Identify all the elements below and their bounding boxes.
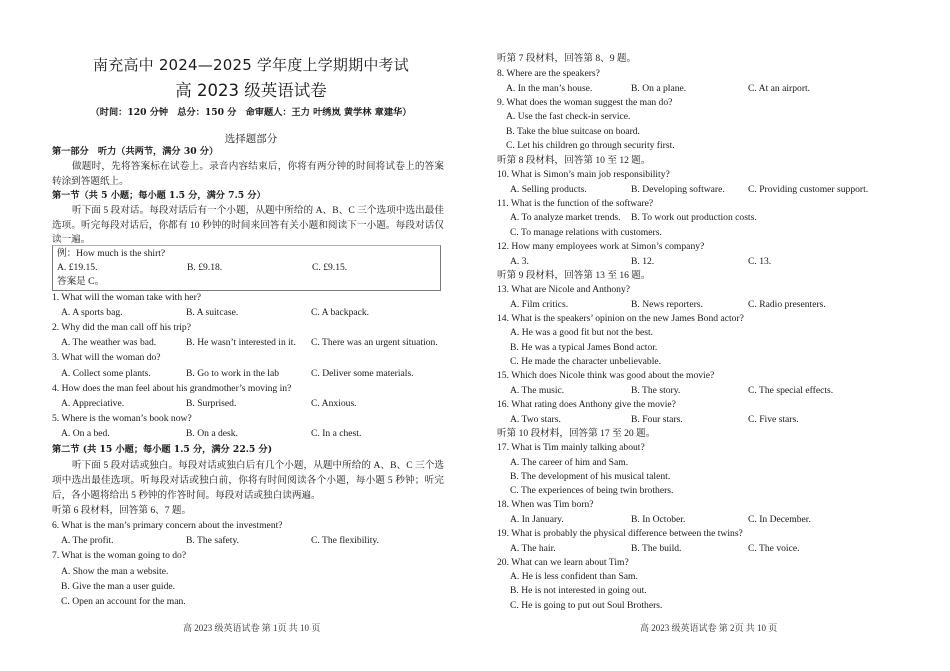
q9-option-a: A. Use the fast check-in service. (506, 111, 631, 122)
q7-option-b: B. Give the man a user guide. (61, 581, 176, 592)
q5-option-b: B. On a desk. (186, 428, 238, 439)
q6-option-c: C. The flexibility. (311, 535, 379, 546)
q13-option-c: C. Radio presenters. (748, 299, 826, 310)
q7-option-a: A. Show the man a website. (61, 566, 169, 577)
q11-option-a: A. To analyze market trends. (510, 212, 621, 223)
q4-option-c: C. Anxious. (311, 398, 357, 409)
page-1-footer: 高 2023 级英语试卷 第 1页 共 10 页 (183, 623, 321, 633)
section2-instructions: 听下面 5 段对话或独白。每段对话或独白后有几个小题，从题中所给的 A、B、C 三个选项中选出最佳选项。听每段对话或独白前，你将有时间阅读各个小题，每小题 5 秒钟；听完后，各小题将给出 5 秒钟的作答时间。每段对话或独白读两遍。 (52, 460, 444, 501)
q17-option-a: A. The career of him and Sam. (510, 457, 629, 468)
material-6-label: 听第 6 段材料，回答第 6、7 题。 (52, 505, 192, 516)
q8-option-b: B. On a plane. (631, 83, 687, 94)
section-title: 选择题部分 (224, 133, 278, 145)
q5-option-c: C. In a chest. (311, 428, 362, 439)
example-option-b: B. £9.18. (187, 262, 223, 273)
example-option-c: C. £9.15. (312, 262, 348, 273)
q13-option-b: B. News reporters. (631, 299, 703, 310)
q12-option-c: C. 13. (748, 256, 772, 267)
material-7-label: 听第 7 段材料，回答第 8、9 题。 (497, 53, 637, 64)
question-16: 16. What rating does Anthony give the movie? (497, 399, 676, 410)
section2-heading: 第二节 (共 15 小题；每小题 1.5 分，满分 22.5 分) (52, 444, 273, 455)
question-6: 6. What is the man’s primary concern about the investment? (52, 520, 283, 531)
q18-option-a: A. In January. (510, 514, 564, 525)
q2-option-b: B. He wasn’t interested in it. (186, 337, 296, 348)
q20-option-b: B. He is not interested in going out. (510, 585, 647, 596)
question-7: 7. What is the woman going to do? (52, 550, 187, 561)
q9-option-b: B. Take the blue suitcase on board. (506, 126, 640, 137)
q10-option-c: C. Providing customer support. (748, 184, 869, 195)
part1-heading: 第一部分 听力（共两节，满分 30 分） (52, 146, 219, 157)
q4-option-a: A. Appreciative. (61, 398, 125, 409)
q1-option-a: A. A sports bag. (61, 307, 123, 318)
q15-option-a: A. The music. (510, 385, 565, 396)
question-1: 1. What will the woman take with her? (52, 292, 202, 303)
question-13: 13. What are Nicole and Anthony? (497, 284, 631, 295)
q7-option-c: C. Open an account for the man. (61, 596, 186, 607)
question-8: 8. Where are the speakers? (497, 68, 600, 79)
question-14: 14. What is the speakers’ opinion on the new James Bond actor? (497, 313, 744, 324)
q4-option-b: B. Surprised. (186, 398, 237, 409)
question-17: 17. What is Tim mainly talking about? (497, 442, 645, 453)
q19-option-a: A. The hair. (510, 543, 556, 554)
q10-option-a: A. Selling products. (510, 184, 587, 195)
q9-option-c: C. Let his children go through security first. (506, 140, 675, 151)
example-box (52, 245, 441, 291)
section1-instructions: 听下面 5 段对话。每段对话后有一个小题，从题中所给的 A、B、C 三个选项中选出最佳选项。听完每段对话后，你都有 10 秒钟的时间来回答有关小题和阅读下一小题。每段对话仅读一遍。 (52, 205, 444, 245)
example-answer: 答案是 C。 (57, 276, 105, 287)
q3-option-c: C. Deliver some materials. (311, 368, 414, 379)
q15-option-b: B. The story. (631, 385, 681, 396)
question-15: 15. Which does Nicole think was good about the movie? (497, 370, 715, 381)
q6-option-b: B. The safety. (186, 535, 240, 546)
material-9-label: 听第 9 段材料，回答第 13 至 16 题。 (497, 270, 651, 281)
exam-info: （时间：120 分钟 总分：150 分 命审题人：王力 叶绣岚 黄学林 章建华） (90, 107, 412, 118)
question-20: 20. What can we learn about Tim? (497, 557, 629, 568)
question-10: 10. What is Simon’s main job responsibility? (497, 169, 670, 180)
q20-option-a: A. He is less confident than Sam. (510, 571, 638, 582)
q18-option-c: C. In December. (748, 514, 811, 525)
q1-option-c: C. A backpack. (311, 307, 370, 318)
q14-option-c: C. He made the character unbelievable. (510, 356, 662, 367)
material-8-label: 听第 8 段材料，回答第 10 至 12 题。 (497, 155, 651, 166)
q8-option-a: A. In the man’s house. (506, 83, 593, 94)
question-4: 4. How does the man feel about his grandmother’s moving in? (52, 383, 292, 394)
question-3: 3. What will the woman do? (52, 352, 161, 363)
question-9: 9. What does the woman suggest the man do? (497, 97, 673, 108)
q3-option-a: A. Collect some plants. (61, 368, 151, 379)
q20-option-c: C. He is going to put out Soul Brothers. (510, 600, 663, 611)
q16-option-c: C. Five stars. (748, 414, 799, 425)
section1-heading: 第一节（共 5 小题；每小题 1.5 分，满分 7.5 分） (52, 190, 266, 201)
q13-option-a: A. Film critics. (510, 299, 569, 310)
q12-option-a: A. 3. (510, 256, 529, 267)
q19-option-b: B. The build. (631, 543, 682, 554)
q8-option-c: C. At an airport. (748, 83, 811, 94)
q18-option-b: B. In October. (631, 514, 686, 525)
q17-option-c: C. The experiences of being twin brothers. (510, 485, 674, 496)
q5-option-a: A. On a bed. (61, 428, 110, 439)
q19-option-c: C. The voice. (748, 543, 800, 554)
question-2: 2. Why did the man call off his trip? (52, 322, 191, 333)
example-question: 例：How much is the shirt? (57, 248, 166, 259)
page-2-footer: 高 2023 级英语试卷 第 2页 共 10 页 (640, 623, 778, 633)
question-18: 18. When was Tim born? (497, 499, 594, 510)
q14-option-b: B. He was a typical James Bond actor. (510, 342, 658, 353)
q17-option-b: B. The development of his musical talent. (510, 471, 671, 482)
q15-option-c: C. The special effects. (748, 385, 834, 396)
part1-instructions: 做题时，先将答案标在试卷上。录音内容结束后，你将有两分钟的时间将试卷上的答案转涂到答题纸上。 (52, 161, 444, 187)
q6-option-a: A. The profit. (61, 535, 114, 546)
q3-option-b: B. Go to work in the lab (186, 368, 279, 379)
question-19: 19. What is probably the physical difference between the twins? (497, 528, 743, 539)
q1-option-b: B. A suitcase. (186, 307, 239, 318)
q11-option-c: C. To manage relations with customers. (510, 227, 662, 238)
q16-option-b: B. Four stars. (631, 414, 683, 425)
q12-option-b: B. 12. (631, 256, 655, 267)
q16-option-a: A. Two stars. (510, 414, 561, 425)
question-12: 12. How many employees work at Simon’s company? (497, 241, 705, 252)
question-5: 5. Where is the woman’s book now? (52, 413, 192, 424)
material-10-label: 听第 10 段材料，回答第 17 至 20 题。 (497, 428, 656, 439)
q10-option-b: B. Developing software. (631, 184, 725, 195)
exam-subtitle: 高 2023 级英语试卷 (175, 81, 327, 100)
q14-option-a: A. He was a good fit but not the best. (510, 327, 654, 338)
question-11: 11. What is the function of the software? (497, 198, 654, 209)
q2-option-a: A. The weather was bad. (61, 337, 157, 348)
exam-title: 南充高中 2024—2025 学年度上学期期中考试 (93, 56, 409, 74)
q11-option-b: B. To work out production costs. (631, 212, 757, 223)
example-option-a: A. £19.15. (57, 262, 98, 273)
q2-option-c: C. There was an urgent situation. (311, 337, 438, 348)
